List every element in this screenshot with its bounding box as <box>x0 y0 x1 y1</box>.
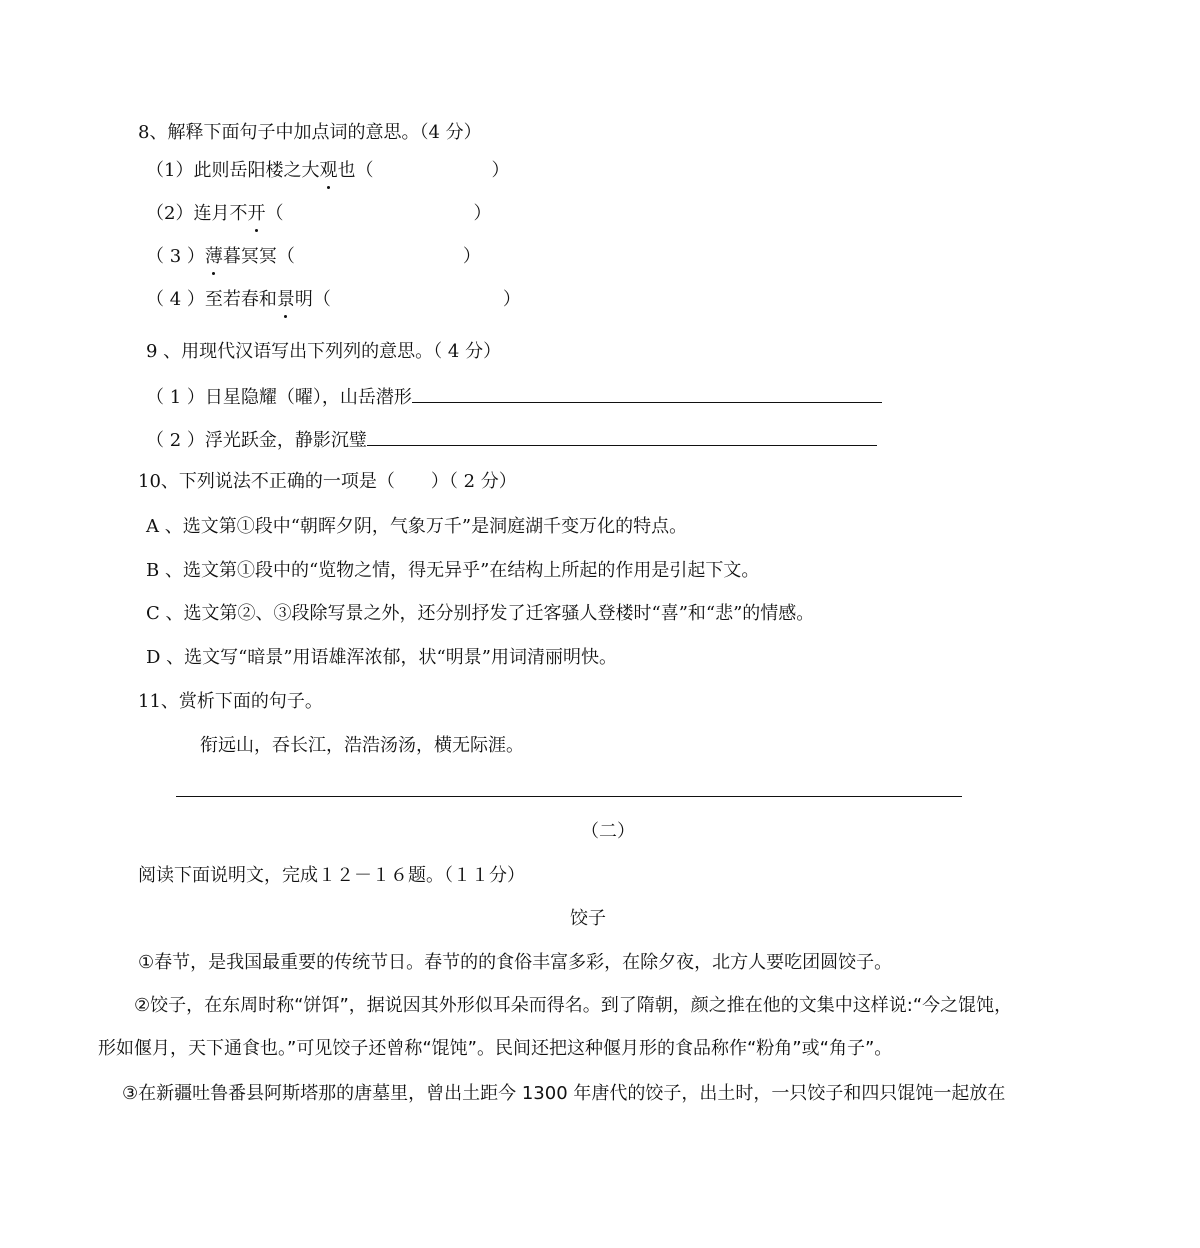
paragraph-2-line-2: 形如偃月，天下通食也。”可见饺子还曾称“馄饨”。民间还把这种偃月形的食品称作“粉角”或“角子”。 <box>98 1038 893 1059</box>
q9-item-2 <box>146 427 877 453</box>
q8-item-4 <box>146 288 521 312</box>
q10-option-b: B 、选文第①段中的“览物之情，得无异乎”在结构上所起的作用是引起下文。 <box>146 560 760 581</box>
q9-title: 9 、用现代汉语写出下列列的意思。（ 4 分） <box>146 341 502 362</box>
q9-item-2-text: （ 2 ）浮光跃金，静影沉璧 <box>146 430 367 451</box>
q8-item-1-close: ） <box>491 160 510 181</box>
q8-item-4-pre: （ 4 ）至若春和 <box>146 289 277 310</box>
paragraph-1: ①春节，是我国最重要的传统节日。春节的的食俗丰富多彩，在除夕夜，北方人要吃团圆饺子。 <box>138 952 893 973</box>
q8-item-2-pre: （2）连月不 <box>146 203 248 224</box>
q8-item-4-close: ） <box>502 289 521 310</box>
q9-item-1-text: （ 1 ）日星隐耀（曜），山岳潜形 <box>146 387 412 408</box>
paragraph-3: ③在新疆吐鲁番县阿斯塔那的唐墓里，曾出土距今 1300 年唐代的饺子，出土时，一只饺子和四只馄饨一起放在 <box>122 1083 1006 1104</box>
q8-item-3-pre: （ 3 ） <box>146 246 205 267</box>
q9-item-1 <box>146 384 882 410</box>
paragraph-2-line-1: ②饺子，在东周时称“饼饵”，据说因其外形似耳朵而得名。到了隋朝，颜之推在他的文集中这样说:“今之馄饨， <box>134 995 1013 1016</box>
q8-item-1-post: 也（ <box>337 160 374 181</box>
q8-item-2-close: ） <box>473 203 492 224</box>
q8-item-4-post: 明（ <box>294 289 331 310</box>
q8-item-2-post: （ <box>265 203 284 224</box>
q8-item-3-close: ） <box>462 246 481 267</box>
q11-title: 11、赏析下面的句子。 <box>138 691 323 712</box>
q9-item-1-answer-line[interactable] <box>412 384 882 403</box>
q8-item-1 <box>146 159 509 183</box>
q11-answer-line[interactable] <box>176 796 962 797</box>
q8-item-4-dotted-word: 景 <box>276 289 295 310</box>
q10-title: 10、下列说法不正确的一项是（ ）（ 2 分） <box>138 471 517 492</box>
q8-title: 8、解释下面句子中加点词的意思。（4 分） <box>138 122 482 143</box>
q8-item-1-pre: （1）此则岳阳楼之大 <box>146 160 320 181</box>
q8-item-3-dotted-word: 薄 <box>204 246 223 267</box>
article-title: 饺子 <box>570 908 606 929</box>
section-heading: （二） <box>581 821 635 842</box>
q10-option-c: C 、选文第②、③段除写景之外，还分别抒发了迁客骚人登楼时“喜”和“悲”的情感。 <box>146 603 815 624</box>
q8-item-1-dotted-word: 观 <box>319 160 338 181</box>
reading-instructions: 阅读下面说明文，完成１２－１６题。（１１分） <box>138 865 525 886</box>
q8-item-3-post: 暮冥冥（ <box>222 246 295 267</box>
q8-item-2-dotted-word: 开 <box>247 203 266 224</box>
q11-sentence: 衔远山，吞长江，浩浩汤汤，横无际涯。 <box>200 735 524 756</box>
q9-item-2-answer-line[interactable] <box>367 427 877 446</box>
q8-item-3 <box>146 245 481 269</box>
q10-option-d: D 、选文写“暗景”用语雄浑浓郁，状“明景”用词清丽明快。 <box>146 647 617 668</box>
q8-item-2 <box>146 202 491 226</box>
q10-option-a: A 、选文第①段中“朝晖夕阴，气象万千”是洞庭湖千变万化的特点。 <box>146 516 688 537</box>
